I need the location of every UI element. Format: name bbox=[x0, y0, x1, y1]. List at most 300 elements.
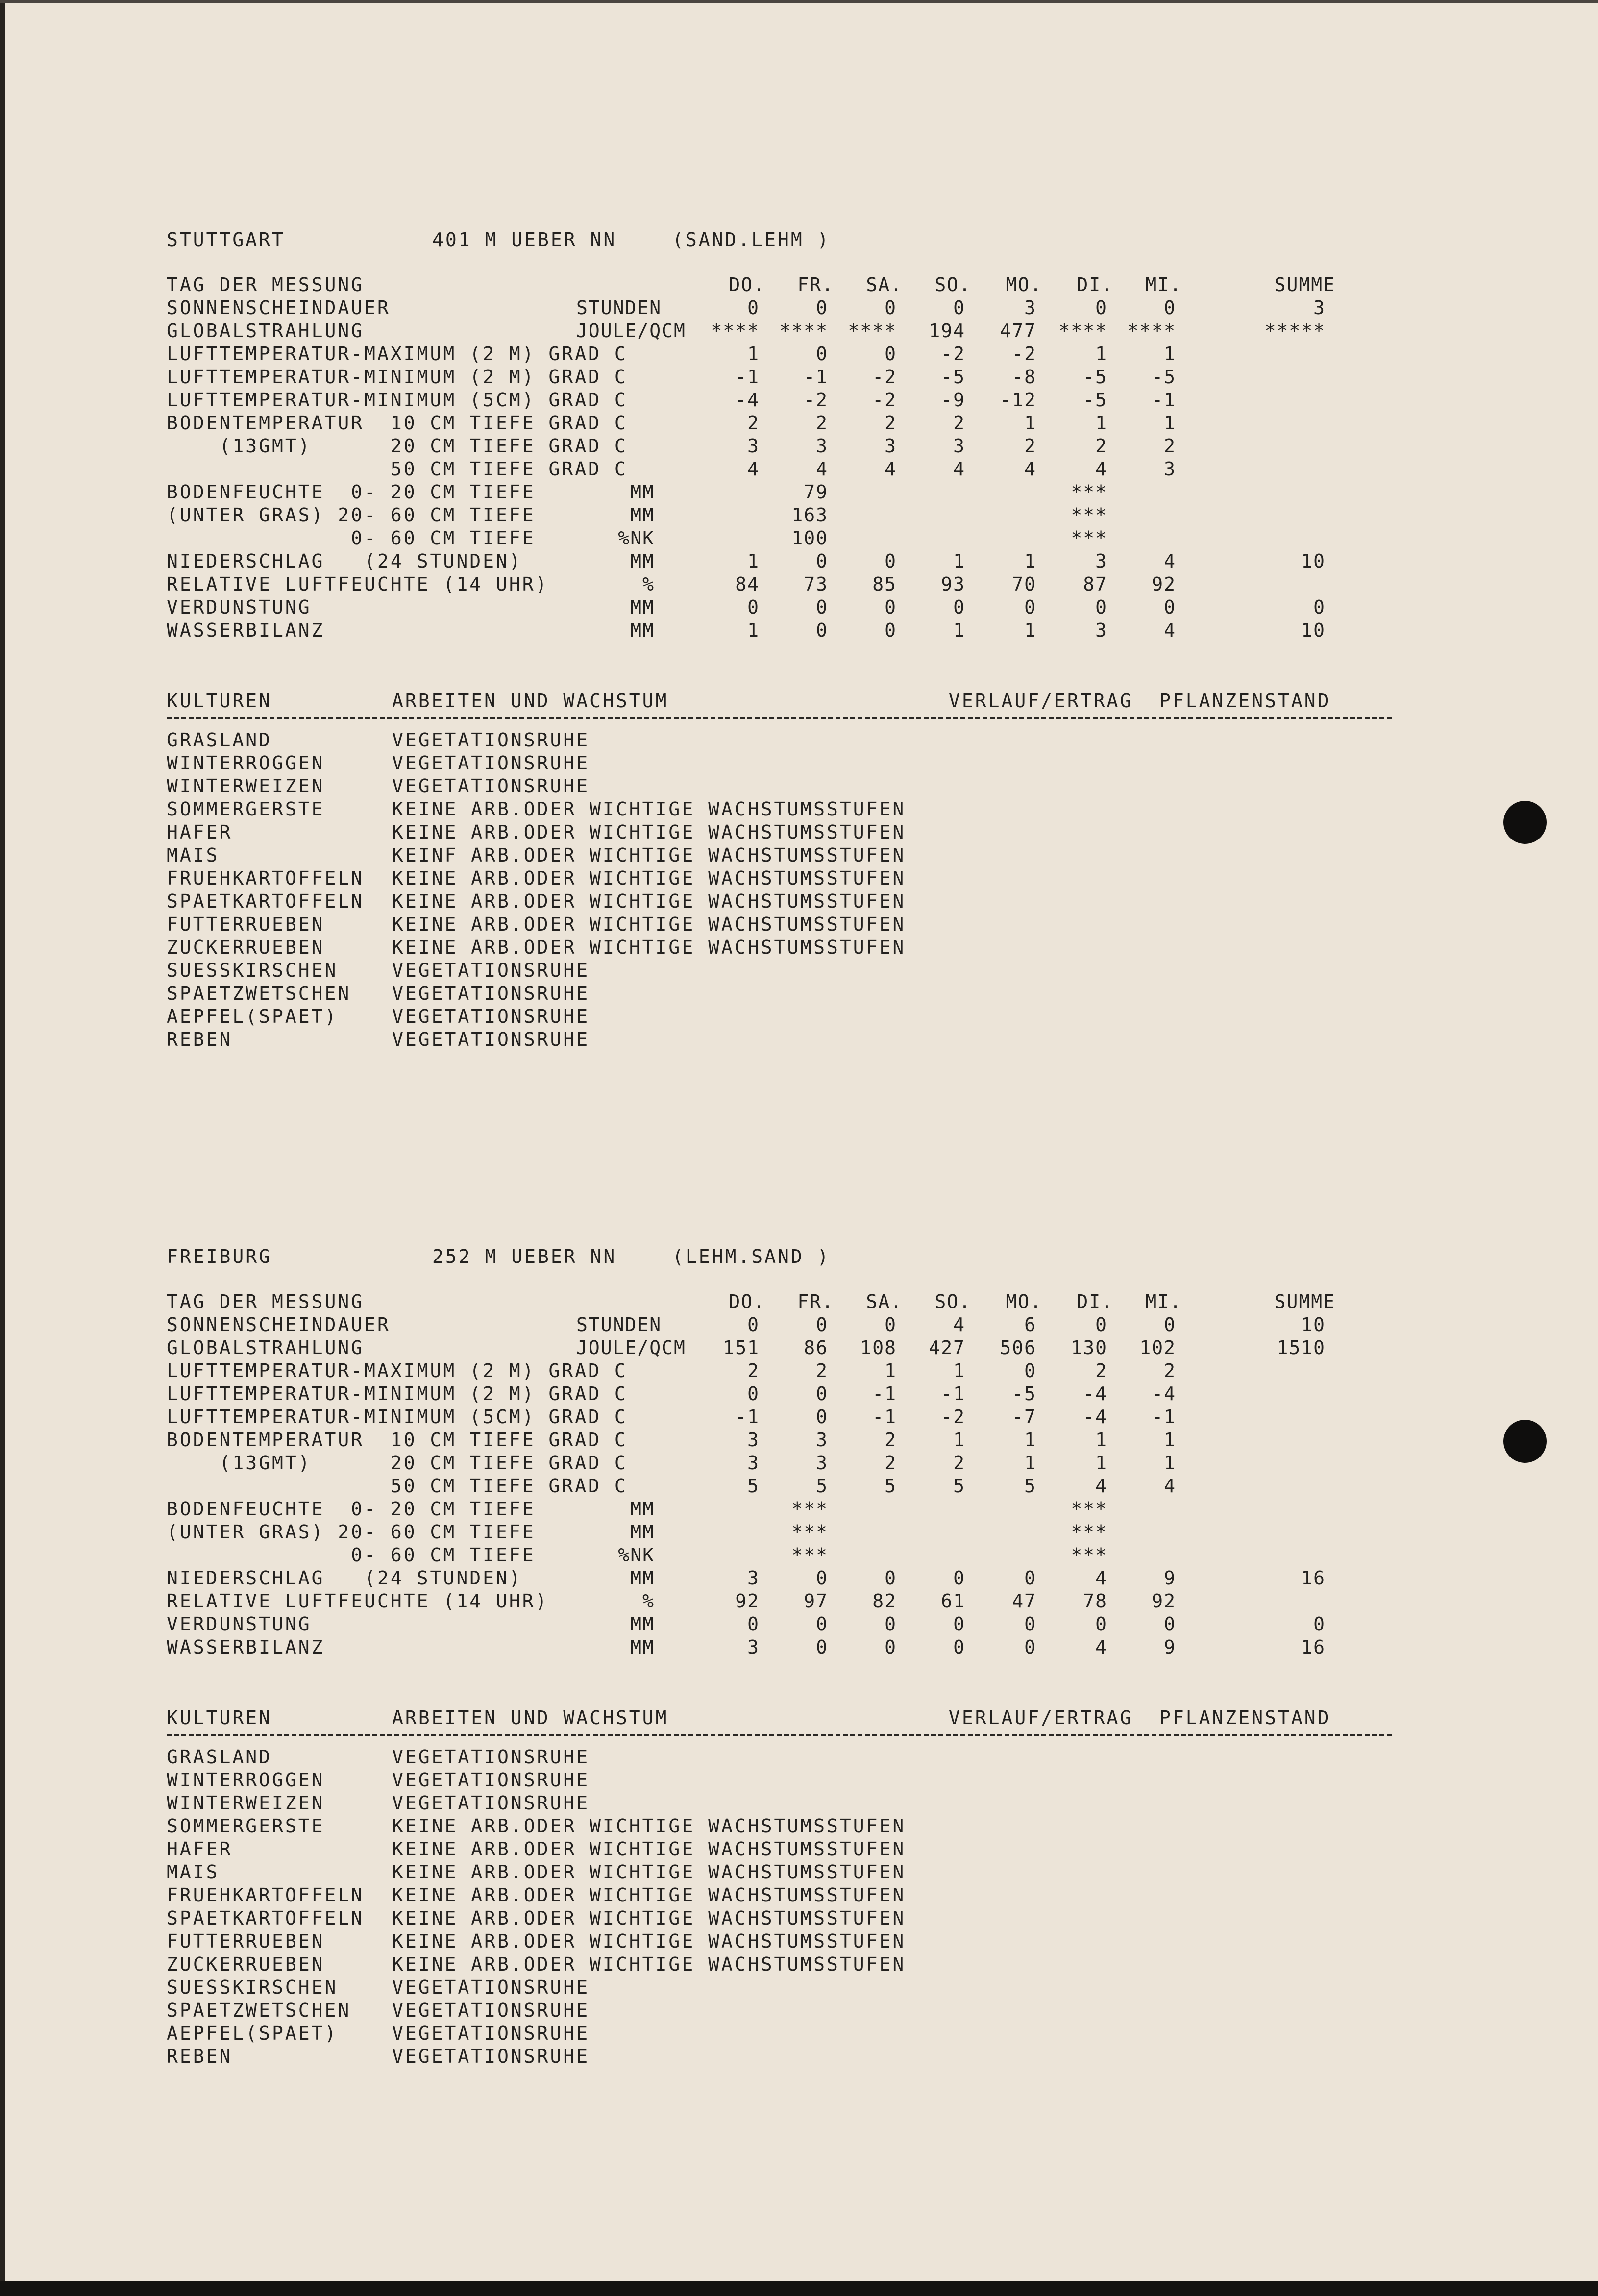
crop-name: FRUEHKARTOFFELN bbox=[167, 1884, 365, 1906]
cell-value: 79 bbox=[804, 481, 828, 503]
cell-value: -4 bbox=[1083, 1383, 1107, 1405]
cell-value: -5 bbox=[1012, 1383, 1036, 1405]
cell-value: 4 bbox=[1164, 1475, 1176, 1497]
cell-value: -4 bbox=[1152, 1383, 1176, 1405]
cell-value: 4 bbox=[816, 458, 828, 480]
cell-value: 2 bbox=[816, 1360, 828, 1382]
row-unit: MM bbox=[630, 550, 655, 572]
row-unit: MM bbox=[630, 1613, 655, 1635]
day-header: DI. bbox=[1077, 1291, 1113, 1312]
crop-status: VEGETATIONSRUHE bbox=[392, 2046, 590, 2067]
crop-status: KEINE ARB.ODER WICHTIGE WACHSTUMSSTUFEN bbox=[392, 890, 906, 912]
crop-status: KEINE ARB.ODER WICHTIGE WACHSTUMSSTUFEN bbox=[392, 1907, 906, 1929]
cell-value: 87 bbox=[1083, 573, 1107, 595]
row-label: (13GMT) 20 CM TIEFE GRAD C bbox=[167, 1452, 628, 1474]
cell-value: 0 bbox=[816, 1567, 828, 1589]
cell-value: 3 bbox=[1095, 550, 1107, 572]
punch-hole-upper bbox=[1503, 801, 1547, 844]
cell-value: 0 bbox=[816, 1613, 828, 1635]
crops-header-kulturen: KULTUREN bbox=[167, 690, 272, 712]
day-header: SA. bbox=[866, 274, 903, 296]
cell-value: 1 bbox=[747, 343, 760, 365]
day-header: FR. bbox=[797, 1291, 834, 1312]
row-unit: MM bbox=[630, 1521, 655, 1543]
cell-value: -1 bbox=[735, 1406, 760, 1428]
day-header: SO. bbox=[934, 274, 971, 296]
cell-value: -2 bbox=[1012, 343, 1036, 365]
cell-value: 0 bbox=[1095, 596, 1107, 618]
cell-value: **** bbox=[1127, 320, 1176, 342]
row-label: (UNTER GRAS) 20- 60 CM TIEFE bbox=[167, 1521, 536, 1543]
station-name: STUTTGART bbox=[167, 229, 285, 250]
cell-value: 4 bbox=[953, 458, 965, 480]
cell-value: 0 bbox=[1095, 1613, 1107, 1635]
station-elevation: 252 M UEBER NN bbox=[432, 1246, 617, 1267]
cell-value: 4 bbox=[1024, 458, 1036, 480]
cell-value: 0 bbox=[885, 619, 897, 641]
crop-name: MAIS bbox=[167, 1861, 220, 1883]
cell-value: 0 bbox=[1024, 1567, 1036, 1589]
cell-value: *** bbox=[1071, 527, 1107, 549]
crops-header-arbeiten: ARBEITEN UND WACHSTUM bbox=[392, 1707, 669, 1728]
crop-status: KEINE ARB.ODER WICHTIGE WACHSTUMSSTUFEN bbox=[392, 1861, 906, 1883]
sum-value: 10 bbox=[1301, 550, 1326, 572]
row-label: WASSERBILANZ bbox=[167, 619, 325, 641]
row-label: BODENTEMPERATUR 10 CM TIEFE GRAD C bbox=[167, 1429, 628, 1451]
sum-value: ***** bbox=[1264, 320, 1326, 342]
cell-value: -2 bbox=[941, 343, 965, 365]
cell-value: 3 bbox=[953, 435, 965, 457]
crop-status: VEGETATIONSRUHE bbox=[392, 775, 590, 797]
cell-value: 1 bbox=[1024, 550, 1036, 572]
cell-value: 477 bbox=[1000, 320, 1036, 342]
crop-status: VEGETATIONSRUHE bbox=[392, 983, 590, 1004]
row-label: SONNENSCHEINDAUER bbox=[167, 297, 391, 319]
cell-value: 0 bbox=[1024, 1636, 1036, 1658]
dashed-separator bbox=[167, 1734, 1392, 1736]
sum-value: 16 bbox=[1301, 1636, 1326, 1658]
punch-hole-lower bbox=[1503, 1420, 1547, 1463]
crop-status: VEGETATIONSRUHE bbox=[392, 1976, 590, 1998]
summe-header: SUMME bbox=[1274, 274, 1335, 296]
cell-value: 102 bbox=[1139, 1337, 1176, 1358]
cell-value: 194 bbox=[929, 320, 965, 342]
row-unit: % bbox=[642, 573, 655, 595]
cell-value: -5 bbox=[1083, 366, 1107, 388]
cell-value: 82 bbox=[872, 1590, 897, 1612]
crops-header-verlauf: VERLAUF/ERTRAG PFLANZENSTAND bbox=[949, 690, 1331, 712]
cell-value: -2 bbox=[941, 1406, 965, 1428]
cell-value: 2 bbox=[953, 1452, 965, 1474]
crop-status: VEGETATIONSRUHE bbox=[392, 752, 590, 774]
cell-value: 1 bbox=[1024, 1452, 1036, 1474]
crop-status: VEGETATIONSRUHE bbox=[392, 1029, 590, 1050]
cell-value: 100 bbox=[791, 527, 828, 549]
cell-value: *** bbox=[1071, 481, 1107, 503]
cell-value: -5 bbox=[941, 366, 965, 388]
crop-status: VEGETATIONSRUHE bbox=[392, 1746, 590, 1768]
cell-value: 1 bbox=[747, 550, 760, 572]
cell-value: 2 bbox=[1095, 435, 1107, 457]
cell-value: 1 bbox=[953, 619, 965, 641]
crop-name: REBEN bbox=[167, 1029, 233, 1050]
cell-value: 4 bbox=[1164, 550, 1176, 572]
row-label: GLOBALSTRAHLUNG bbox=[167, 1337, 365, 1358]
crop-status: KEINE ARB.ODER WICHTIGE WACHSTUMSSTUFEN bbox=[392, 821, 906, 843]
cell-value: 2 bbox=[747, 1360, 760, 1382]
dashed-separator bbox=[167, 717, 1392, 719]
crop-status: VEGETATIONSRUHE bbox=[392, 729, 590, 751]
cell-value: *** bbox=[1071, 504, 1107, 526]
cell-value: -5 bbox=[1152, 366, 1176, 388]
row-label: (13GMT) 20 CM TIEFE GRAD C bbox=[167, 435, 628, 457]
row-unit: JOULE/QCM bbox=[576, 320, 686, 342]
crop-status: KEINE ARB.ODER WICHTIGE WACHSTUMSSTUFEN bbox=[392, 1838, 906, 1860]
cell-value: 4 bbox=[1095, 1636, 1107, 1658]
row-label: GLOBALSTRAHLUNG bbox=[167, 320, 365, 342]
row-unit: MM bbox=[630, 504, 655, 526]
crop-status: VEGETATIONSRUHE bbox=[392, 1792, 590, 1814]
crop-status: KEINE ARB.ODER WICHTIGE WACHSTUMSSTUFEN bbox=[392, 937, 906, 958]
crop-status: KEINE ARB.ODER WICHTIGE WACHSTUMSSTUFEN bbox=[392, 913, 906, 935]
cell-value: 1 bbox=[1095, 412, 1107, 434]
crop-status: VEGETATIONSRUHE bbox=[392, 1006, 590, 1027]
day-header: FR. bbox=[797, 274, 834, 296]
crop-status: KEINF ARB.ODER WICHTIGE WACHSTUMSSTUFEN bbox=[392, 844, 906, 866]
cell-value: 2 bbox=[885, 1452, 897, 1474]
station-name: FREIBURG bbox=[167, 1246, 272, 1267]
cell-value: 3 bbox=[1164, 458, 1176, 480]
crop-name: AEPFEL(SPAET) bbox=[167, 1006, 338, 1027]
day-header: MO. bbox=[1006, 274, 1042, 296]
crop-status: KEINE ARB.ODER WICHTIGE WACHSTUMSSTUFEN bbox=[392, 1930, 906, 1952]
crop-name: HAFER bbox=[167, 1838, 233, 1860]
cell-value: 0 bbox=[885, 1567, 897, 1589]
cell-value: -5 bbox=[1083, 389, 1107, 411]
cell-value: 2 bbox=[747, 412, 760, 434]
cell-value: 1 bbox=[1024, 1429, 1036, 1451]
row-unit: MM bbox=[630, 1636, 655, 1658]
row-label: BODENTEMPERATUR 10 CM TIEFE GRAD C bbox=[167, 412, 628, 434]
cell-value: 4 bbox=[747, 458, 760, 480]
cell-value: 97 bbox=[804, 1590, 828, 1612]
row-unit: JOULE/QCM bbox=[576, 1337, 686, 1358]
row-unit: STUNDEN bbox=[576, 297, 662, 319]
cell-value: 3 bbox=[747, 1567, 760, 1589]
cell-value: 0 bbox=[953, 1567, 965, 1589]
row-unit: MM bbox=[630, 481, 655, 503]
cell-value: 1 bbox=[1095, 1429, 1107, 1451]
cell-value: **** bbox=[1058, 320, 1107, 342]
crop-name: FUTTERRUEBEN bbox=[167, 913, 325, 935]
cell-value: 3 bbox=[1024, 297, 1036, 319]
cell-value: 0 bbox=[953, 1636, 965, 1658]
cell-value: 2 bbox=[1164, 435, 1176, 457]
cell-value: 1 bbox=[885, 1360, 897, 1382]
sum-value: 0 bbox=[1313, 1613, 1326, 1635]
cell-value: 506 bbox=[1000, 1337, 1036, 1358]
cell-value: 0 bbox=[816, 1406, 828, 1428]
row-label: NIEDERSCHLAG (24 STUNDEN) bbox=[167, 1567, 522, 1589]
cell-value: *** bbox=[1071, 1498, 1107, 1520]
row-label: LUFTTEMPERATUR-MINIMUM (5CM) GRAD C bbox=[167, 389, 628, 411]
cell-value: 5 bbox=[747, 1475, 760, 1497]
cell-value: 5 bbox=[1024, 1475, 1036, 1497]
sum-value: 0 bbox=[1313, 596, 1326, 618]
cell-value: 4 bbox=[1164, 619, 1176, 641]
cell-value: 70 bbox=[1012, 573, 1036, 595]
cell-value: 2 bbox=[953, 412, 965, 434]
cell-value: 0 bbox=[747, 1314, 760, 1335]
cell-value: 5 bbox=[953, 1475, 965, 1497]
cell-value: 93 bbox=[941, 573, 965, 595]
day-header: DI. bbox=[1077, 274, 1113, 296]
crop-name: GRASLAND bbox=[167, 729, 272, 751]
crop-status: VEGETATIONSRUHE bbox=[392, 960, 590, 981]
cell-value: -1 bbox=[735, 366, 760, 388]
cell-value: 5 bbox=[885, 1475, 897, 1497]
day-header: MI. bbox=[1145, 274, 1182, 296]
row-unit: %NK bbox=[618, 527, 655, 549]
crop-name: AEPFEL(SPAET) bbox=[167, 2023, 338, 2044]
cell-value: *** bbox=[1071, 1521, 1107, 1543]
row-label: (UNTER GRAS) 20- 60 CM TIEFE bbox=[167, 504, 536, 526]
cell-value: *** bbox=[791, 1498, 828, 1520]
cell-value: 0 bbox=[1024, 596, 1036, 618]
station-soil: (SAND.LEHM ) bbox=[672, 229, 831, 250]
crop-name: SOMMERGERSTE bbox=[167, 1815, 325, 1837]
row-unit: % bbox=[642, 1590, 655, 1612]
crop-name: SUESSKIRSCHEN bbox=[167, 1976, 338, 1998]
scan-edge-bottom bbox=[0, 2281, 1598, 2296]
crops-header-arbeiten: ARBEITEN UND WACHSTUM bbox=[392, 690, 669, 712]
cell-value: 85 bbox=[872, 573, 897, 595]
cell-value: 3 bbox=[816, 1429, 828, 1451]
cell-value: *** bbox=[1071, 1544, 1107, 1566]
row-label: BODENFEUCHTE 0- 20 CM TIEFE bbox=[167, 481, 536, 503]
cell-value: 92 bbox=[1152, 573, 1176, 595]
cell-value: 0 bbox=[747, 1613, 760, 1635]
cell-value: 151 bbox=[723, 1337, 760, 1358]
crop-name: SPAETZWETSCHEN bbox=[167, 983, 351, 1004]
cell-value: **** bbox=[848, 320, 897, 342]
cell-value: 0 bbox=[885, 1613, 897, 1635]
row-label: LUFTTEMPERATUR-MAXIMUM (2 M) GRAD C bbox=[167, 1360, 628, 1382]
cell-value: 4 bbox=[1095, 1475, 1107, 1497]
cell-value: 0 bbox=[1024, 1613, 1036, 1635]
cell-value: 1 bbox=[953, 1360, 965, 1382]
sum-value: 10 bbox=[1301, 1314, 1326, 1335]
cell-value: 3 bbox=[816, 1452, 828, 1474]
cell-value: 2 bbox=[885, 412, 897, 434]
sum-value: 1510 bbox=[1277, 1337, 1326, 1358]
crop-status: VEGETATIONSRUHE bbox=[392, 1769, 590, 1791]
cell-value: 0 bbox=[953, 297, 965, 319]
cell-value: *** bbox=[791, 1521, 828, 1543]
cell-value: 0 bbox=[1164, 1314, 1176, 1335]
day-header: MI. bbox=[1145, 1291, 1182, 1312]
cell-value: 0 bbox=[1024, 1360, 1036, 1382]
cell-value: 3 bbox=[1095, 619, 1107, 641]
crop-status: KEINE ARB.ODER WICHTIGE WACHSTUMSSTUFEN bbox=[392, 867, 906, 889]
cell-value: 0 bbox=[1164, 1613, 1176, 1635]
cell-value: 1 bbox=[1024, 619, 1036, 641]
cell-value: 0 bbox=[816, 596, 828, 618]
crop-name: SPAETZWETSCHEN bbox=[167, 2000, 351, 2021]
cell-value: 1 bbox=[1024, 412, 1036, 434]
cell-value: 6 bbox=[1024, 1314, 1036, 1335]
cell-value: 108 bbox=[860, 1337, 897, 1358]
crop-status: VEGETATIONSRUHE bbox=[392, 2000, 590, 2021]
row-unit: MM bbox=[630, 1498, 655, 1520]
crop-name: MAIS bbox=[167, 844, 220, 866]
row-unit: %NK bbox=[618, 1544, 655, 1566]
station-elevation: 401 M UEBER NN bbox=[432, 229, 617, 250]
cell-value: -2 bbox=[872, 366, 897, 388]
cell-value: 4 bbox=[1095, 458, 1107, 480]
cell-value: 163 bbox=[791, 504, 828, 526]
scan-edge-top bbox=[0, 0, 1598, 3]
cell-value: 3 bbox=[816, 435, 828, 457]
cell-value: -9 bbox=[941, 389, 965, 411]
cell-value: 0 bbox=[1095, 1314, 1107, 1335]
station-soil: (LEHM.SAND ) bbox=[672, 1246, 831, 1267]
row-label: LUFTTEMPERATUR-MINIMUM (2 M) GRAD C bbox=[167, 366, 628, 388]
cell-value: 0 bbox=[1095, 297, 1107, 319]
cell-value: 73 bbox=[804, 573, 828, 595]
sum-value: 16 bbox=[1301, 1567, 1326, 1589]
cell-value: 427 bbox=[929, 1337, 965, 1358]
sum-value: 3 bbox=[1313, 297, 1326, 319]
crop-name: ZUCKERRUEBEN bbox=[167, 937, 325, 958]
crop-status: KEINE ARB.ODER WICHTIGE WACHSTUMSSTUFEN bbox=[392, 798, 906, 820]
cell-value: 3 bbox=[747, 1636, 760, 1658]
cell-value: -1 bbox=[1152, 389, 1176, 411]
crop-name: SUESSKIRSCHEN bbox=[167, 960, 338, 981]
cell-value: 2 bbox=[1095, 1360, 1107, 1382]
cell-value: 78 bbox=[1083, 1590, 1107, 1612]
row-label: VERDUNSTUNG bbox=[167, 1613, 312, 1635]
cell-value: 3 bbox=[747, 435, 760, 457]
crop-name: WINTERROGGEN bbox=[167, 752, 325, 774]
crops-header-kulturen: KULTUREN bbox=[167, 1707, 272, 1728]
cell-value: 3 bbox=[885, 435, 897, 457]
row-label: 0- 60 CM TIEFE bbox=[167, 527, 536, 549]
row-label: RELATIVE LUFTFEUCHTE (14 UHR) bbox=[167, 573, 549, 595]
crop-name: SPAETKARTOFFELN bbox=[167, 890, 365, 912]
scan-edge-left bbox=[0, 0, 5, 2296]
row-label: SONNENSCHEINDAUER bbox=[167, 1314, 391, 1335]
crop-name: WINTERROGGEN bbox=[167, 1769, 325, 1791]
crop-name: SPAETKARTOFFELN bbox=[167, 1907, 365, 1929]
row-label: BODENFEUCHTE 0- 20 CM TIEFE bbox=[167, 1498, 536, 1520]
row-label: TAG DER MESSUNG bbox=[167, 1291, 365, 1312]
cell-value: 130 bbox=[1071, 1337, 1107, 1358]
cell-value: 0 bbox=[885, 596, 897, 618]
day-header: MO. bbox=[1006, 1291, 1042, 1312]
cell-value: 0 bbox=[816, 343, 828, 365]
cell-value: **** bbox=[711, 320, 760, 342]
cell-value: 1 bbox=[1164, 343, 1176, 365]
row-label: RELATIVE LUFTFEUCHTE (14 UHR) bbox=[167, 1590, 549, 1612]
cell-value: 86 bbox=[804, 1337, 828, 1358]
cell-value: 0 bbox=[816, 1314, 828, 1335]
cell-value: 1 bbox=[1164, 1452, 1176, 1474]
day-header: DO. bbox=[729, 274, 765, 296]
cell-value: 0 bbox=[816, 297, 828, 319]
cell-value: 3 bbox=[747, 1452, 760, 1474]
cell-value: -2 bbox=[872, 389, 897, 411]
row-unit: MM bbox=[630, 596, 655, 618]
crop-name: SOMMERGERSTE bbox=[167, 798, 325, 820]
cell-value: 0 bbox=[816, 550, 828, 572]
cell-value: 3 bbox=[747, 1429, 760, 1451]
cell-value: -1 bbox=[1152, 1406, 1176, 1428]
cell-value: -7 bbox=[1012, 1406, 1036, 1428]
cell-value: 2 bbox=[1024, 435, 1036, 457]
row-label: NIEDERSCHLAG (24 STUNDEN) bbox=[167, 550, 522, 572]
row-label: 50 CM TIEFE GRAD C bbox=[167, 1475, 628, 1497]
cell-value: -1 bbox=[872, 1383, 897, 1405]
crop-name: WINTERWEIZEN bbox=[167, 775, 325, 797]
row-label: LUFTTEMPERATUR-MINIMUM (2 M) GRAD C bbox=[167, 1383, 628, 1405]
cell-value: 0 bbox=[816, 1636, 828, 1658]
crop-name: GRASLAND bbox=[167, 1746, 272, 1768]
cell-value: 0 bbox=[747, 297, 760, 319]
crop-name: WINTERWEIZEN bbox=[167, 1792, 325, 1814]
row-label: VERDUNSTUNG bbox=[167, 596, 312, 618]
cell-value: 92 bbox=[735, 1590, 760, 1612]
cell-value: 0 bbox=[953, 1613, 965, 1635]
day-header: SA. bbox=[866, 1291, 903, 1312]
row-unit: STUNDEN bbox=[576, 1314, 662, 1335]
day-header: DO. bbox=[729, 1291, 765, 1312]
row-label: TAG DER MESSUNG bbox=[167, 274, 365, 296]
summe-header: SUMME bbox=[1274, 1291, 1335, 1312]
cell-value: 0 bbox=[885, 550, 897, 572]
cell-value: 0 bbox=[885, 1314, 897, 1335]
cell-value: 1 bbox=[953, 550, 965, 572]
cell-value: -4 bbox=[735, 389, 760, 411]
cell-value: 1 bbox=[1095, 1452, 1107, 1474]
sum-value: 10 bbox=[1301, 619, 1326, 641]
cell-value: 0 bbox=[816, 1383, 828, 1405]
cell-value: 2 bbox=[816, 412, 828, 434]
crop-status: KEINE ARB.ODER WICHTIGE WACHSTUMSSTUFEN bbox=[392, 1953, 906, 1975]
row-unit: MM bbox=[630, 619, 655, 641]
cell-value: 9 bbox=[1164, 1567, 1176, 1589]
crop-status: KEINE ARB.ODER WICHTIGE WACHSTUMSSTUFEN bbox=[392, 1884, 906, 1906]
cell-value: -1 bbox=[872, 1406, 897, 1428]
cell-value: 61 bbox=[941, 1590, 965, 1612]
row-label: 50 CM TIEFE GRAD C bbox=[167, 458, 628, 480]
cell-value: -8 bbox=[1012, 366, 1036, 388]
cell-value: 1 bbox=[1095, 343, 1107, 365]
cell-value: 0 bbox=[1164, 596, 1176, 618]
cell-value: -2 bbox=[804, 389, 828, 411]
cell-value: 1 bbox=[747, 619, 760, 641]
crop-name: REBEN bbox=[167, 2046, 233, 2067]
cell-value: 2 bbox=[1164, 1360, 1176, 1382]
crop-name: ZUCKERRUEBEN bbox=[167, 1953, 325, 1975]
crop-status: KEINE ARB.ODER WICHTIGE WACHSTUMSSTUFEN bbox=[392, 1815, 906, 1837]
cell-value: -1 bbox=[804, 366, 828, 388]
cell-value: 1 bbox=[1164, 412, 1176, 434]
cell-value: -1 bbox=[941, 1383, 965, 1405]
row-label: LUFTTEMPERATUR-MAXIMUM (2 M) GRAD C bbox=[167, 343, 628, 365]
cell-value: -12 bbox=[1000, 389, 1036, 411]
cell-value: 4 bbox=[885, 458, 897, 480]
